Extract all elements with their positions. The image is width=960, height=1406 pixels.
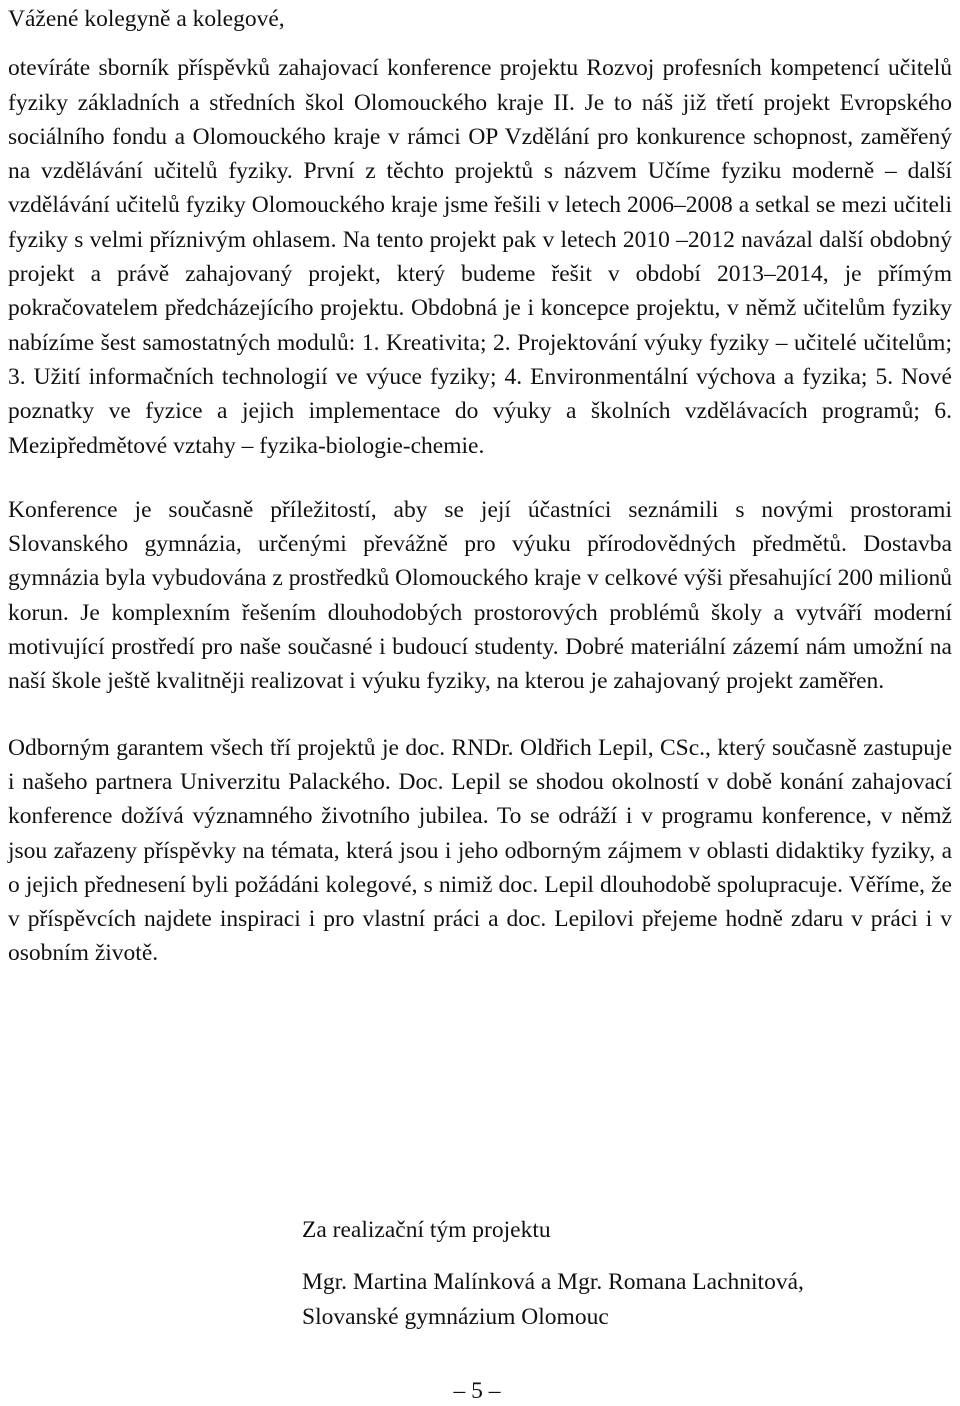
paragraph-intro: otevíráte sborník příspěvků zahajovací konference projektu Rozvoj profesních kompetencí učitelů fyziky základních a středních škol Olomouckého kraje II. Je to náš již třetí projekt Evropského sociálního fondu a Olomouckého kraje v rámci OP Vzdělání pro konkurence schopnost, zaměřený na vzdělávání učitelů fyziky. První z těchto projektů s názvem Učíme fyziku moderně – další vzdělávání učitelů fyziky Olomouckého kraje jsme řešili v letech 2006–2008 a setkal se mezi učiteli fyziky s velmi příznivým ohlasem. Na tento projekt pak v letech 2010 –2012 navázal další obdobný projekt a právě zahajovaný projekt, který budeme řešit v období 2013–2014, je přímým pokračovatelem předcházejícího projektu. Obdobná je i koncepce projektu, v němž učitelům fyziky nabízíme šest samostatných modulů: 1. Kreativita; 2. Projektování výuky fyziky – učitelé učitelům; 3. Užití informačních technologií ve výuce fyziky; 4. Environmentální výchova a fyzika; 5. Nové poznatky ve fyzice a jejich implementace do výuky a školních vzdělávacích programů; 6. Mezipředmětové vztahy – fyzika-biologie-chemie.: [8, 55, 952, 459]
signature-block: [302, 1213, 804, 1334]
paragraph-conference: Konference je současně příležitostí, aby se její účastníci seznámili s novými prostorami Slovanského gymnázia, určenými převážně pro výuku přírodovědných předmětů. Dostavba gymnázia byla vybudována z prostředků Olomouckého kraje v celkové výši přesahující 200 milionů korun. Je komplexním řešením dlouhodobých prostorových problémů školy a vytváří moderní motivující prostředí pro naše současné i budoucí studenty. Dobré materiální zázemí nám umožní na naší škole ještě kvalitněji realizovat i výuku fyziky, na kterou je zahajovaný projekt zaměřen.: [8, 496, 952, 695]
greeting: Vážené kolegyně a kolegové,: [8, 6, 285, 32]
signature-school: Slovanské gymnázium Olomouc: [302, 1303, 609, 1330]
page-number: – 5 –: [453, 1378, 501, 1404]
signature-title: Za realizační tým projektu: [302, 1217, 551, 1243]
document-page: [8, 0, 952, 971]
paragraph-guarantor: Odborným garantem všech tří projektů je doc. RNDr. Oldřich Lepil, CSc., který současně zastupuje i našeho partnera Univerzitu Palackého. Doc. Lepil se shodou okolností v době konání zahajovací konference dožívá významného životního jubilea. To se odráží i v programu konference, v němž jsou zařazeny příspěvky na témata, která jsou i jeho odborným zájmem v oblasti didaktiky fyziky, a o jejich přednesení byli požádáni kolegové, s nimiž doc. Lepil dlouhodobě spolupracuje. Věříme, že v příspěvcích najdete inspiraci i pro vlastní práci a doc. Lepilovi přejeme hodně zdaru v práci i v osobním životě.: [8, 734, 952, 967]
signature-names: Mgr. Martina Malínková a Mgr. Romana Lachnitová,: [302, 1269, 804, 1296]
